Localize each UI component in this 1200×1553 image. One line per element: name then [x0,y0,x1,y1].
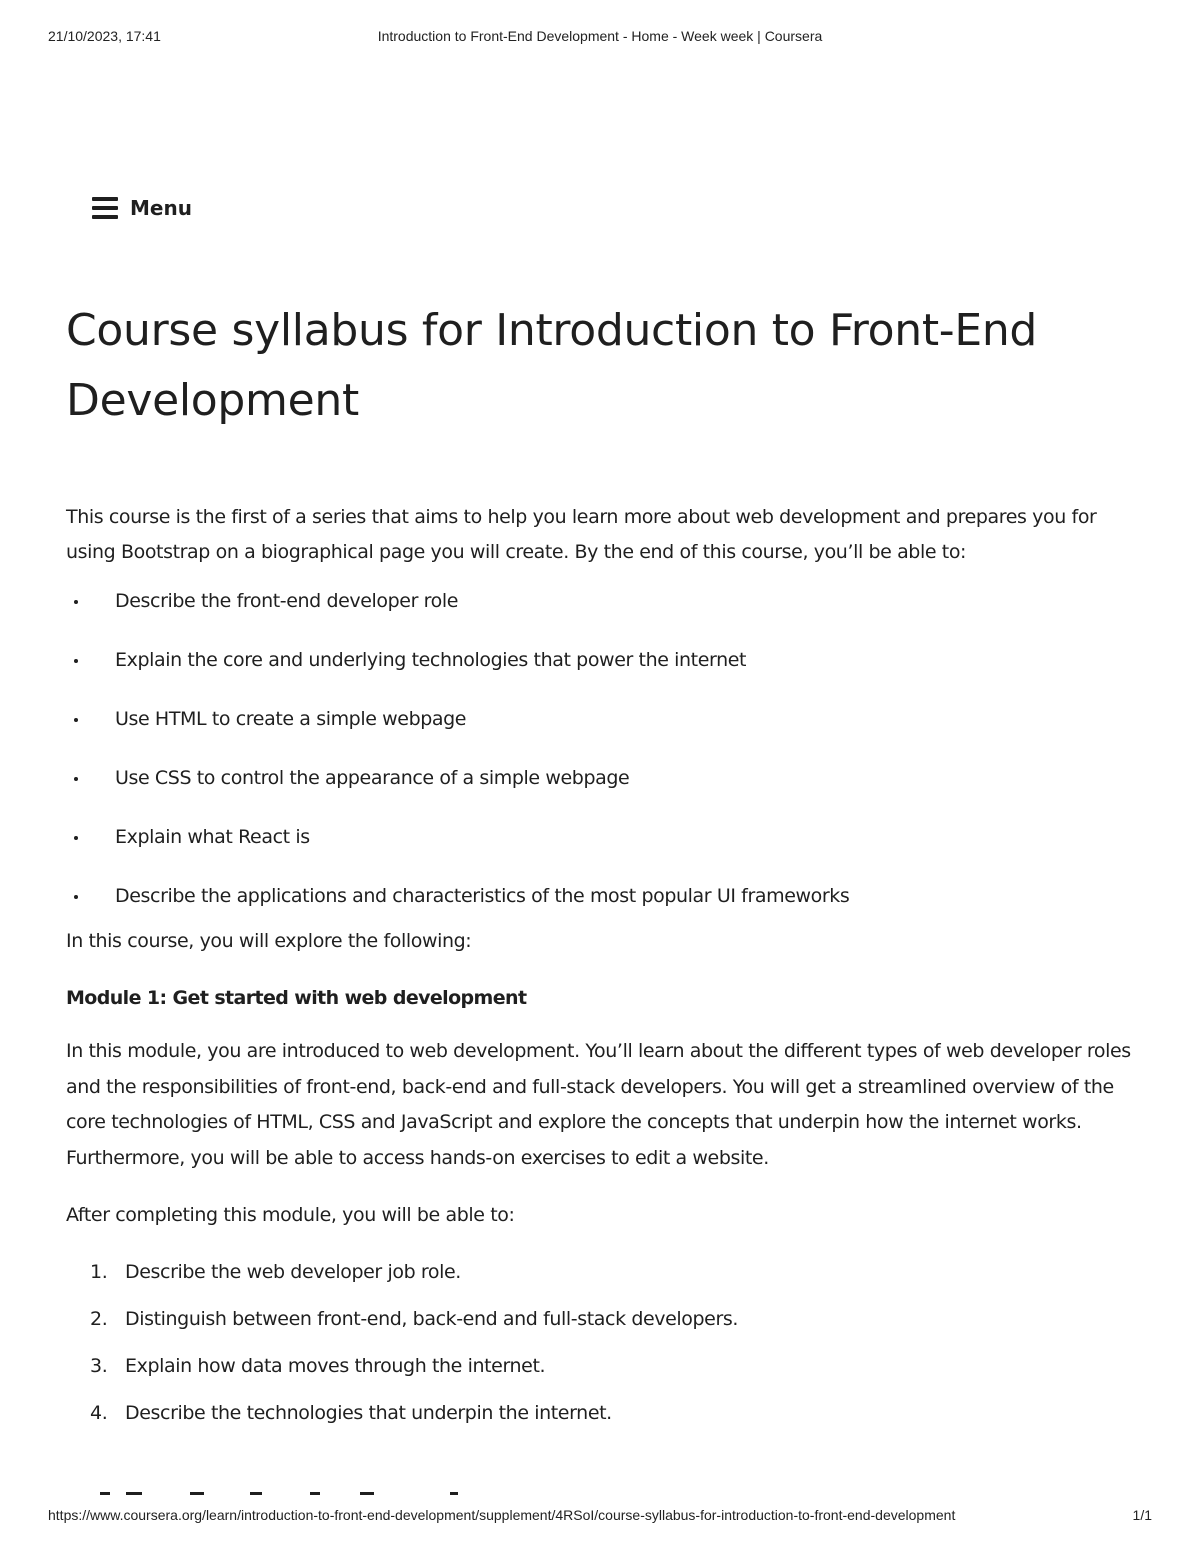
list-number: 2. [90,1308,108,1330]
list-item [66,1349,1136,1384]
objective-text: Distinguish between front-end, back-end and full-stack developers. [125,1308,739,1330]
print-datetime: 21/10/2023, 17:41 [48,28,161,44]
bullet-icon [74,895,78,899]
print-footer [48,1507,1152,1527]
print-header [48,28,1152,48]
main-content [66,296,1136,1443]
list-item [66,1396,1136,1431]
bullet-icon [74,836,78,840]
list-item [66,702,1136,737]
print-page-url: https://www.coursera.org/learn/introduction-to-front-end-development/supplement/4RSoI/course-syllabus-for-introduction-to-front-end-development [48,1507,956,1523]
list-number: 1. [90,1261,108,1283]
goal-text: Describe the applications and characteristics of the most popular UI frameworks [115,885,850,907]
intro-paragraph: This course is the first of a series that aims to help you learn more about web development and prepares you for using Bootstrap on a biographical page you will create. By the end of this course, you’ll be able to: [66,506,1097,563]
objective-text: Describe the technologies that underpin the internet. [125,1402,612,1424]
goal-text: Describe the front-end developer role [115,590,459,612]
list-item [66,643,1136,678]
menu-button[interactable] [92,196,192,220]
list-number: 4. [90,1402,108,1424]
print-document-title: Introduction to Front-End Development - Home - Week week | Coursera [377,28,823,44]
list-item [66,761,1136,796]
cut-off-text-fragment [100,1492,460,1496]
list-item [66,1255,1136,1290]
menu-label: Menu [130,196,192,220]
bullet-icon [74,659,78,663]
explore-paragraph: In this course, you will explore the following: [66,930,472,952]
objective-text: Describe the web developer job role. [125,1261,461,1283]
hamburger-menu-icon [92,197,118,219]
module-1-heading: Module 1: Get started with web development [66,987,527,1009]
list-item [66,1302,1136,1337]
goal-text: Explain what React is [115,826,310,848]
course-goals-list [66,584,1136,914]
bullet-icon [74,777,78,781]
list-item [66,584,1136,619]
page-title: Course syllabus for Introduction to Front-End Development [66,305,1038,426]
goal-text: Use HTML to create a simple webpage [115,708,467,730]
list-number: 3. [90,1355,108,1377]
bullet-icon [74,600,78,604]
goal-text: Explain the core and underlying technologies that power the internet [115,649,747,671]
list-item [66,820,1136,855]
bullet-icon [74,718,78,722]
print-page-number: 1/1 [1132,1507,1152,1523]
list-item [66,879,1136,914]
goal-text: Use CSS to control the appearance of a simple webpage [115,767,630,789]
module-1-objectives-list [66,1255,1136,1431]
module-1-description: In this module, you are introduced to web development. You’ll learn about the different types of web developer roles and the responsibilities of front-end, back-end and full-stack developers. You will get a streamlined overview of the core technologies of HTML, CSS and JavaScript and explore the concepts that underpin how the internet works. Furthermore, you will be able to access hands-on exercises to edit a website. [66,1040,1131,1169]
module-1-after-text: After completing this module, you will be able to: [66,1204,515,1226]
objective-text: Explain how data moves through the internet. [125,1355,546,1377]
